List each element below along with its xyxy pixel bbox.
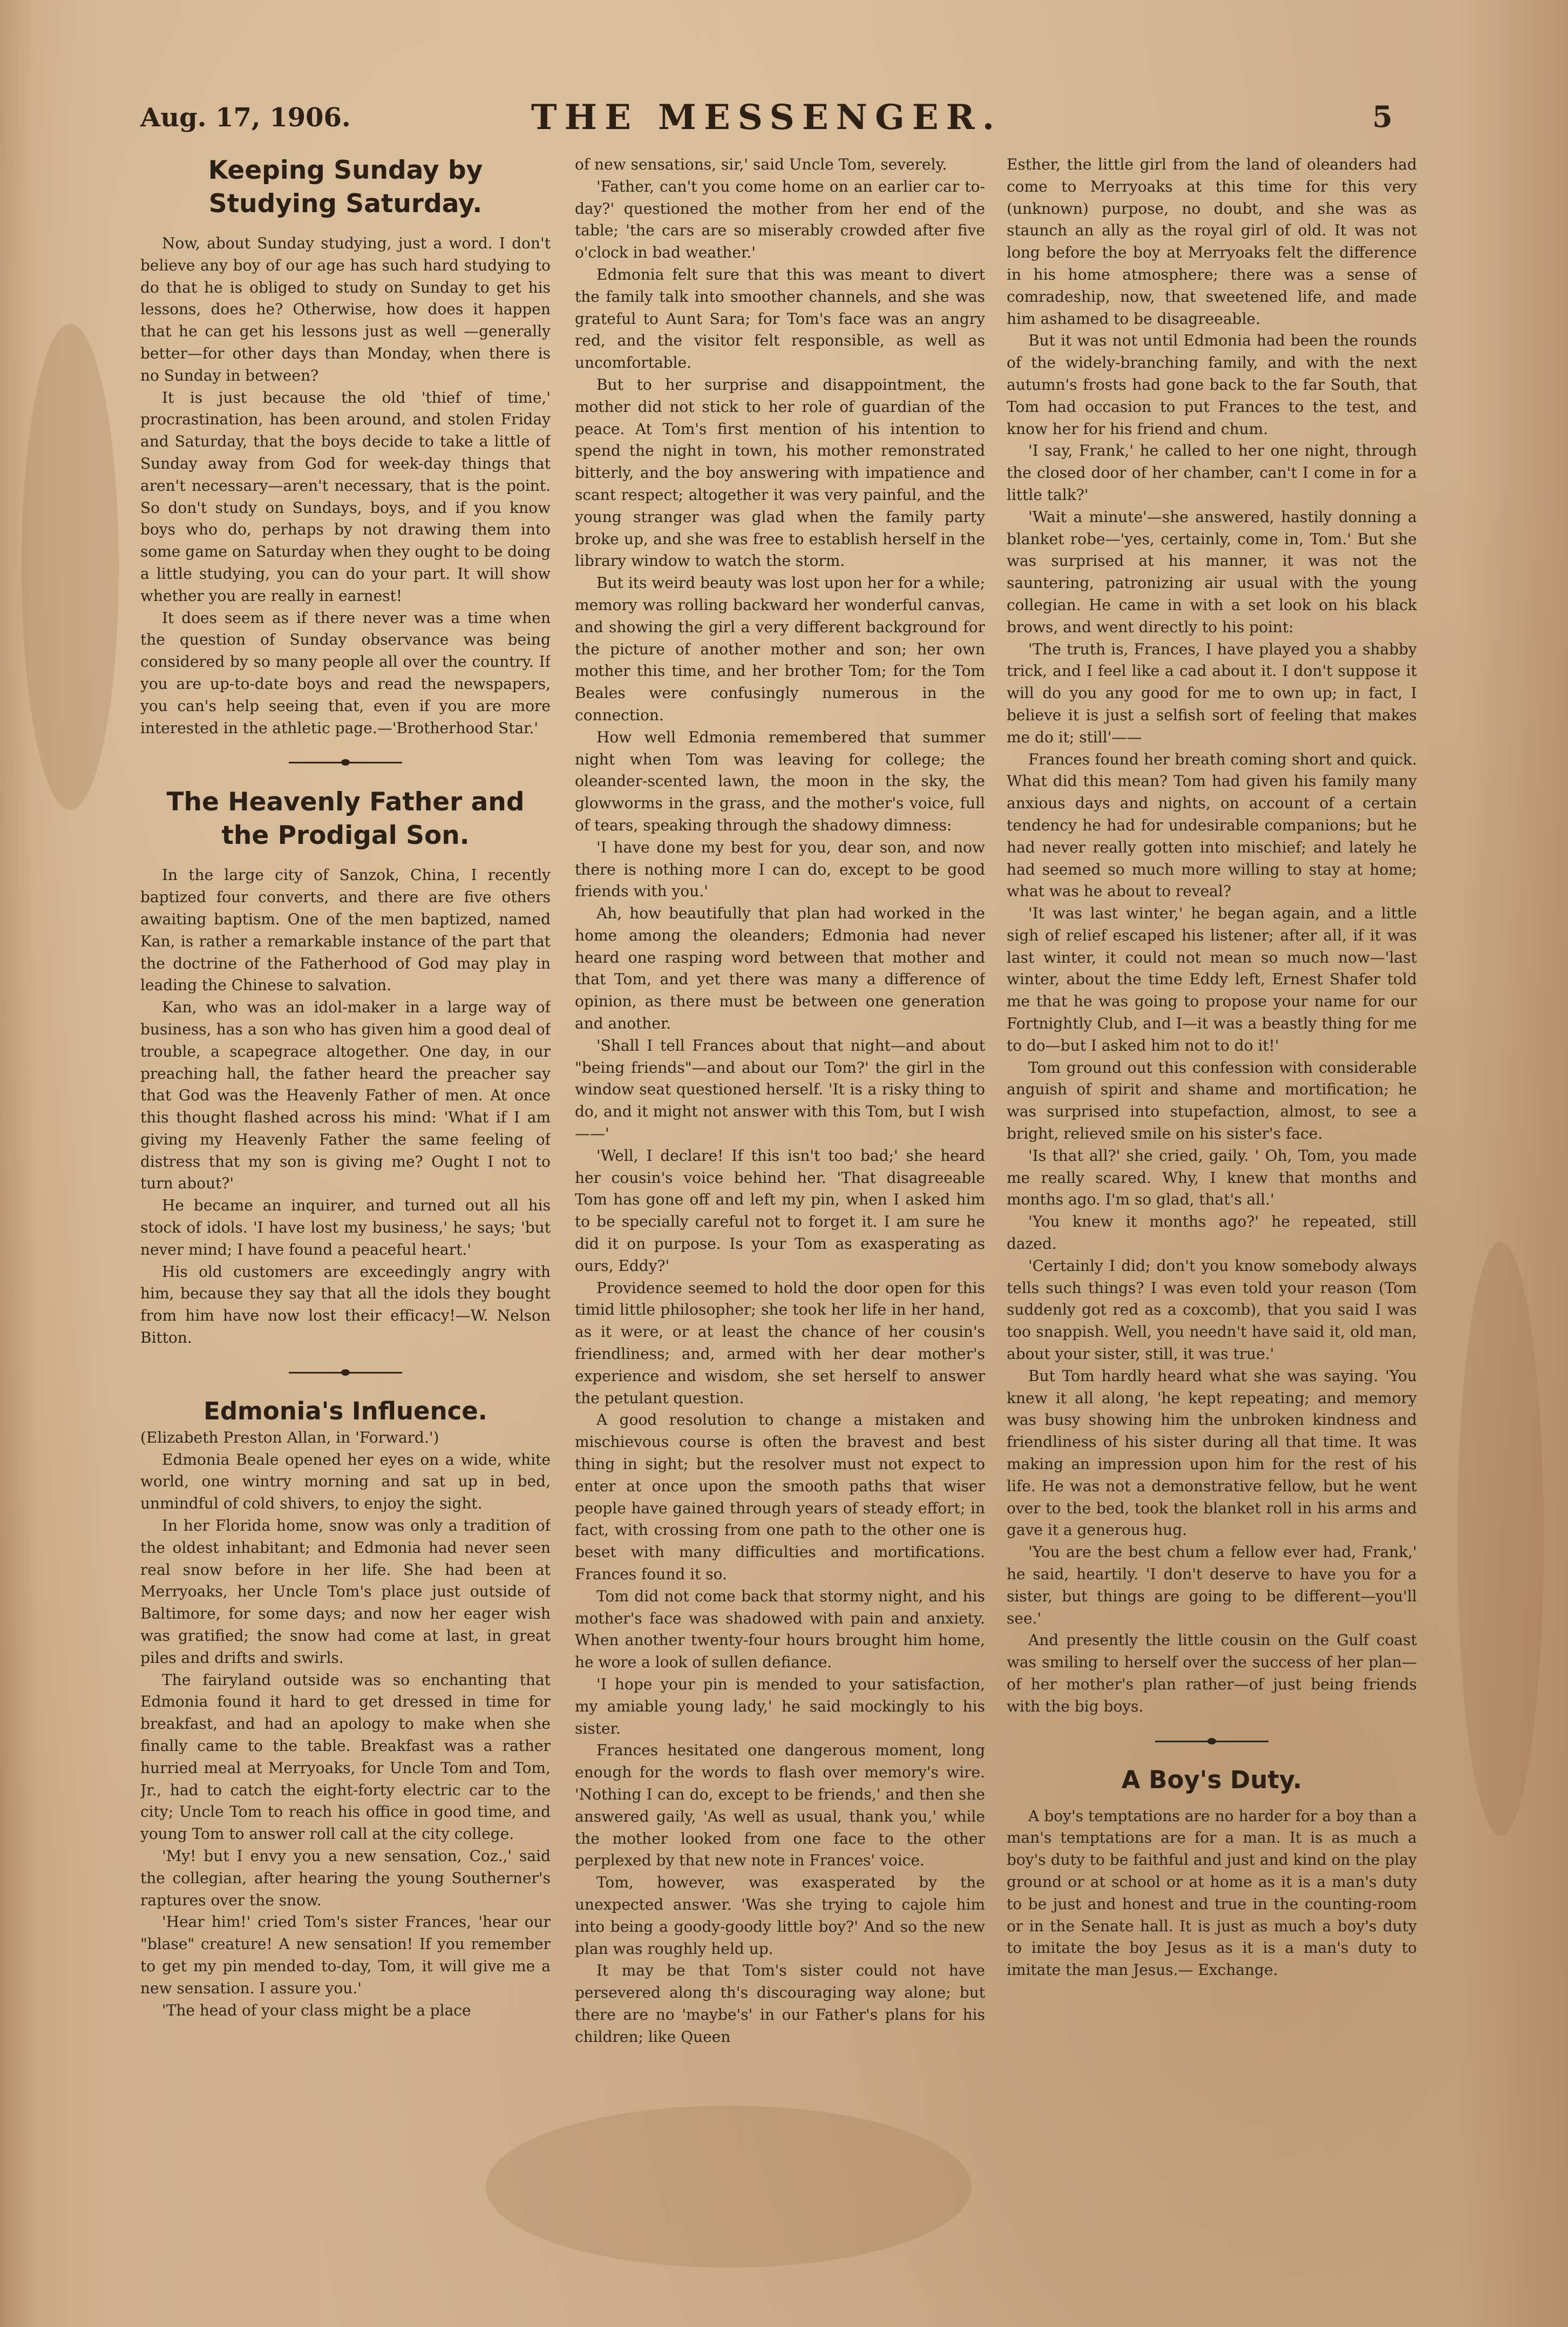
paragraph: Frances hesitated one dangerous moment, long enough for the words to flash over memory's wire. 'Nothing I can do, except to be friends,' and then she answered gaily, 'As well as usual, thank you,' while the mother looked from one face to the other perplexed by that new note in Frances' voice. bbox=[575, 1741, 985, 1870]
paragraph: 'The head of your class might be a place bbox=[162, 2001, 471, 2019]
paragraph: But to her surprise and disappointment, the mother did not stick to her role of guardian of the peace. At Tom's first mention of his intention to spend the night in town, his mother remonstrated bitterly, and the boy answering with impatience and scant respect; altogether it was very painful, and the young stranger was glad when the family party broke up, and she was free to establish herself in the library window to watch the storm. bbox=[575, 375, 985, 570]
paragraph: He became an inquirer, and turned out all his stock of idols. 'I have lost my business,' he says; 'but never mind; I have found a peaceful heart.' bbox=[140, 1196, 551, 1259]
article-title-edmonia: Edmonia's Influence. bbox=[203, 1396, 487, 1425]
article-title-boys-duty: A Boy's Duty. bbox=[1121, 1765, 1302, 1794]
paragraph: 'Hear him!' cried Tom's sister Frances, 'hear our "blase" creature! A new sensation! If you remember to get my pin mended to-day, Tom, it will give me a new sensation. I assure you.' bbox=[140, 1913, 551, 1997]
paragraph: 'It was last winter,' he began again, and a little sigh of relief escaped his listener; after all, if it was last winter, it could not mean so much now—'last winter, about the time Eddy left, Ernest Shafer told me that he was going to propose your name for our Fortnightly Club, and I—it was a beastly thing for me to do—but I asked him not to do it!' bbox=[1007, 904, 1417, 1054]
paragraph: In her Florida home, snow was only a tradition of the oldest inhabitant; and Edmonia had never seen real snow before in her life. She had been at Merryoaks, her Uncle Tom's place just outside of Baltimore, for some days; and now her eager wish was gratified; the snow had come at last, in great piles and drifts and swirls. bbox=[140, 1517, 551, 1667]
paragraph: Kan, who was an idol-maker in a large way of business, has a son who has given him a good deal of trouble, a scapegrace altogether. One day, in our preaching hall, the father heard the preacher say that God was the Heavenly Father of men. At once this thought flashed across his mind: 'What if I am giving my Heavenly Father the same feeling of distress that my son is giving me? Ought I not to turn about?' bbox=[140, 998, 551, 1193]
paragraph: A boy's temptations are no harder for a boy than a man's temptations are for a man. It is as much a boy's duty to be faithful and just and kind on the play ground or at school or at home as it is a man's duty to be just and honest and true in the counting-room or in the Senate hall. It is just as much a boy's duty to imitate the boy Jesus as it is a man's duty to imitate the man Jesus.— Exchange. bbox=[1007, 1807, 1417, 1979]
paragraph: The fairyland outside was so enchanting that Edmonia found it hard to get dressed in time for breakfast, and had an apology to make when she finally came to the table. Breakfast was a rather hurried meal at Merryoaks, for Uncle Tom and Tom, Jr., had to catch the eight-forty electric car to the city; Uncle Tom to reach his office in good time, and young Tom to answer roll call at the city college. bbox=[140, 1670, 551, 1843]
paragraph: But Tom hardly heard what she was saying. 'You knew it all along, 'he kept repeating; and memory was busy showing him the unbroken kindness and friendliness of his sister during all that time. It was making an impression upon him for the rest of his life. He was not a demonstrative fellow, but he went over to the bed, took the blanket roll in his arms and gave it a generous hug. bbox=[1007, 1367, 1417, 1539]
paragraph: 'Certainly I did; don't you know somebody always tells such things? I was even told your reason (Tom suddenly got red as a coxcomb), that you said I was too snappish. Well, you needn't have said it, old man, about your sister, still, it was true.' bbox=[1007, 1256, 1417, 1363]
paragraph: 'You knew it months ago?' he repeated, still dazed. bbox=[1007, 1213, 1417, 1253]
paragraph: It does seem as if there never was a time when the question of Sunday observance was being considered by so many people all over the country. If you are up-to-date boys and read the newspapers, you can's help seeing that, even if you are more interested in the athletic page.—'Brotherhood Star.' bbox=[140, 608, 551, 737]
section-divider bbox=[1155, 1736, 1268, 1746]
masthead-title: THE MESSENGER. bbox=[531, 97, 1002, 138]
paragraph: 'Father, can't you come home on an earlier car to-day?' questioned the mother from her end of the table; 'the cars are so miserably crowded after five o'clock in bad weather.' bbox=[575, 177, 985, 262]
paragraph: Esther, the little girl from the land of oleanders had come to Merryoaks at this time for this very (unknown) purpose, no doubt, and she was as staunch an ally as the royal girl of old. It was not long before the boy at Merryoaks felt the difference in his home atmosphere; there was a sense of comradeship, now, that sweetened life, and made him ashamed to be disagreeable. bbox=[1007, 155, 1417, 328]
paragraph: But its weird beauty was lost upon her for a while; memory was rolling backward her wonderful canvas, and showing the girl a very different background for the picture of another mother and son; her own mother this time, and her brother Tom; for the Tom Beales were confusingly numerous in the connection. bbox=[575, 574, 985, 724]
paragraph: Tom did not come back that stormy night, and his mother's face was shadowed with pain and anxiety. When another twenty-four hours brought him home, he wore a look of sullen defiance. bbox=[575, 1587, 985, 1672]
column-1 bbox=[140, 154, 551, 2287]
paragraph: Providence seemed to hold the door open for this timid little philosopher; she took her life in her hand, as it were, or at least the chance of her cousin's friendliness; and, armed with her dear mother's experience and wisdom, she set herself to answer the petulant question. bbox=[575, 1279, 985, 1407]
paragraph: 'I have done my best for you, dear son, and now there is nothing more I can do, except to be good friends with you.' bbox=[575, 838, 985, 901]
paragraph: Now, about Sunday studying, just a word. I don't believe any boy of our age has such hard studying to do that he is obliged to study on Sunday to get his lessons, does he? Otherwise, how does it happen that he can get his lessons just as well —generally better—for other days than Monday, when there is no Sunday in between? bbox=[140, 234, 551, 384]
column-2 bbox=[575, 154, 985, 2287]
section-divider bbox=[289, 1368, 402, 1377]
paragraph: How well Edmonia remembered that summer night when Tom was leaving for college; the oleander-scented lawn, the moon in the sky, the glowworms in the grass, and the mother's voice, full of tears, speaking through the shadowy dimness: bbox=[575, 728, 985, 834]
paragraph: Edmonia Beale opened her eyes on a wide, white world, one wintry morning and sat up in bed, unmindful of cold shivers, to enjoy the sight. bbox=[140, 1450, 551, 1513]
section-divider bbox=[289, 757, 402, 767]
paragraph: 'Wait a minute'—she answered, hastily donning a blanket robe—'yes, certainly, come in, Tom.' But she was surprised at his manner, it was not the sauntering, patronizing air usual with the young collegian. He came in with a set look on his black brows, and went directly to his point: bbox=[1007, 508, 1417, 636]
paragraph: 'Is that all?' she cried, gaily. ' Oh, Tom, you made me really scared. Why, I knew that months and months ago. I'm so glad, that's all.' bbox=[1007, 1146, 1417, 1209]
paragraph: Frances found her breath coming short and quick. What did this mean? Tom had given his family many anxious days and nights, on account of a certain tendency he had for undesirable companions; but he had never really gotten into mischief; and lately he had seemed so much more willing to stay at home; what was he about to reveal? bbox=[1007, 750, 1417, 901]
paragraph: Ah, how beautifully that plan had worked in the home among the oleanders; Edmonia had never heard one rasping word between that mother and that Tom, and yet there was many a difference of opinion, as there must be between one generation and another. bbox=[575, 904, 985, 1033]
paper-stain bbox=[22, 324, 119, 810]
paragraph: Edmonia felt sure that this was meant to divert the family talk into smoother channels, and she was grateful to Aunt Sara; for Tom's face was an angry red, and the visitor felt responsible, as well as uncomfortable. bbox=[575, 265, 985, 372]
paragraph: 'I hope your pin is mended to your satisfaction, my amiable young lady,' he said mockingly to his sister. bbox=[575, 1675, 985, 1737]
article-title-heavenly-father: The Heavenly Father and the Prodigal Son. bbox=[166, 787, 525, 851]
article-byline: (Elizabeth Preston Allan, in 'Forward.') bbox=[140, 1428, 439, 1446]
paragraph: 'I say, Frank,' he called to her one night, through the closed door of her chamber, can't I come in for a little talk?' bbox=[1007, 442, 1417, 504]
paragraph: Tom ground out this confession with considerable anguish of spirit and shame and mortification; he was surprised into stupefaction, almost, to see a bright, relieved smile on his sister's face. bbox=[1007, 1058, 1417, 1143]
issue-date: Aug. 17, 1906. bbox=[140, 103, 351, 133]
page-header bbox=[140, 97, 1393, 146]
paragraph: 'Shall I tell Frances about that night—and about "being friends"—and about our Tom?' the girl in the window seat questioned herself. 'It is a risky thing to do, and it might not answer with this Tom, but I wish——' bbox=[575, 1036, 985, 1143]
paragraph: 'Well, I declare! If this isn't too bad;' she heard her cousin's voice behind her. 'That disagreeable Tom has gone off and left my pin, when I asked him to be specially careful not to forget it. I am sure he did it on purpose. Is your Tom as exasperating as ours, Eddy?' bbox=[575, 1146, 985, 1275]
paper-stain bbox=[1457, 1242, 1544, 1836]
paragraph: 'My! but I envy you a new sensation, Coz.,' said the collegian, after hearing the young Southerner's raptures over the snow. bbox=[140, 1847, 551, 1909]
paragraph: 'You are the best chum a fellow ever had, Frank,' he said, heartily. 'I don't deserve to have you for a sister, but things are going to be different—you'll see.' bbox=[1007, 1543, 1417, 1627]
paragraph: It is just because the old 'thief of time,' procrastination, has been around, and stolen Friday and Saturday, that the boys decide to take a little of Sunday away from God for week-day things that aren't necessary—aren't necessary, that is the point. So don't study on Sundays, boys, and if you know boys who do, perhaps by not drawing them into some game on Saturday when they ought to be doing a little studying, you can do your part. It will show whether you are really in earnest! bbox=[140, 388, 551, 605]
paragraph: And presently the little cousin on the Gulf coast was smiling to herself over the success of her plan—of her mother's plan rather—of just being friends with the big boys. bbox=[1007, 1631, 1417, 1715]
paragraph: In the large city of Sanzok, China, I recently baptized four converts, and there are five others awaiting baptism. One of the men baptized, named Kan, is rather a remarkable instance of the part that the doctrine of the Fatherhood of God may play in leading the Chinese to salvation. bbox=[140, 866, 551, 995]
article-title-keeping-sunday: Keeping Sunday by Studying Saturday. bbox=[208, 155, 483, 219]
page-number: 5 bbox=[1372, 99, 1393, 134]
paragraph: A good resolution to change a mistaken and mischievous course is often the bravest and best thing in sight; but the resolver must not expect to enter at once upon the smooth paths that wiser people have gained through years of steady effort; in fact, with crossing from one path to the other one is beset with many difficulties and mortifications. Frances found it so. bbox=[575, 1411, 985, 1583]
paragraph: of new sensations, sir,' said Uncle Tom, severely. bbox=[575, 155, 947, 173]
paragraph: Tom, however, was exasperated by the unexpected answer. 'Was she trying to cajole him into being a goody-goody little boy?' And so the new plan was roughly held up. bbox=[575, 1873, 985, 1958]
paragraph: It may be that Tom's sister could not have persevered along th's discouraging way alone; but there are no 'maybe's' in our Father's plans for his children; like Queen bbox=[575, 1961, 985, 2046]
paragraph: His old customers are exceedingly angry with him, because they say that all the idols they bought from him have now lost their efficacy!—W. Nelson Bitton. bbox=[140, 1262, 551, 1347]
paragraph: But it was not until Edmonia had been the rounds of the widely-branching family, and with the next autumn's frosts had gone back to the far South, that Tom had occasion to put Frances to the test, and know her for his friend and chum. bbox=[1007, 332, 1417, 438]
column-3 bbox=[1007, 154, 1417, 2287]
paragraph: 'The truth is, Frances, I have played you a shabby trick, and I feel like a cad about it. I don't suppose it will do you any good for me to own up; in fact, I believe it is just a selfish sort of feeling that makes me do it; still'—— bbox=[1007, 640, 1417, 746]
